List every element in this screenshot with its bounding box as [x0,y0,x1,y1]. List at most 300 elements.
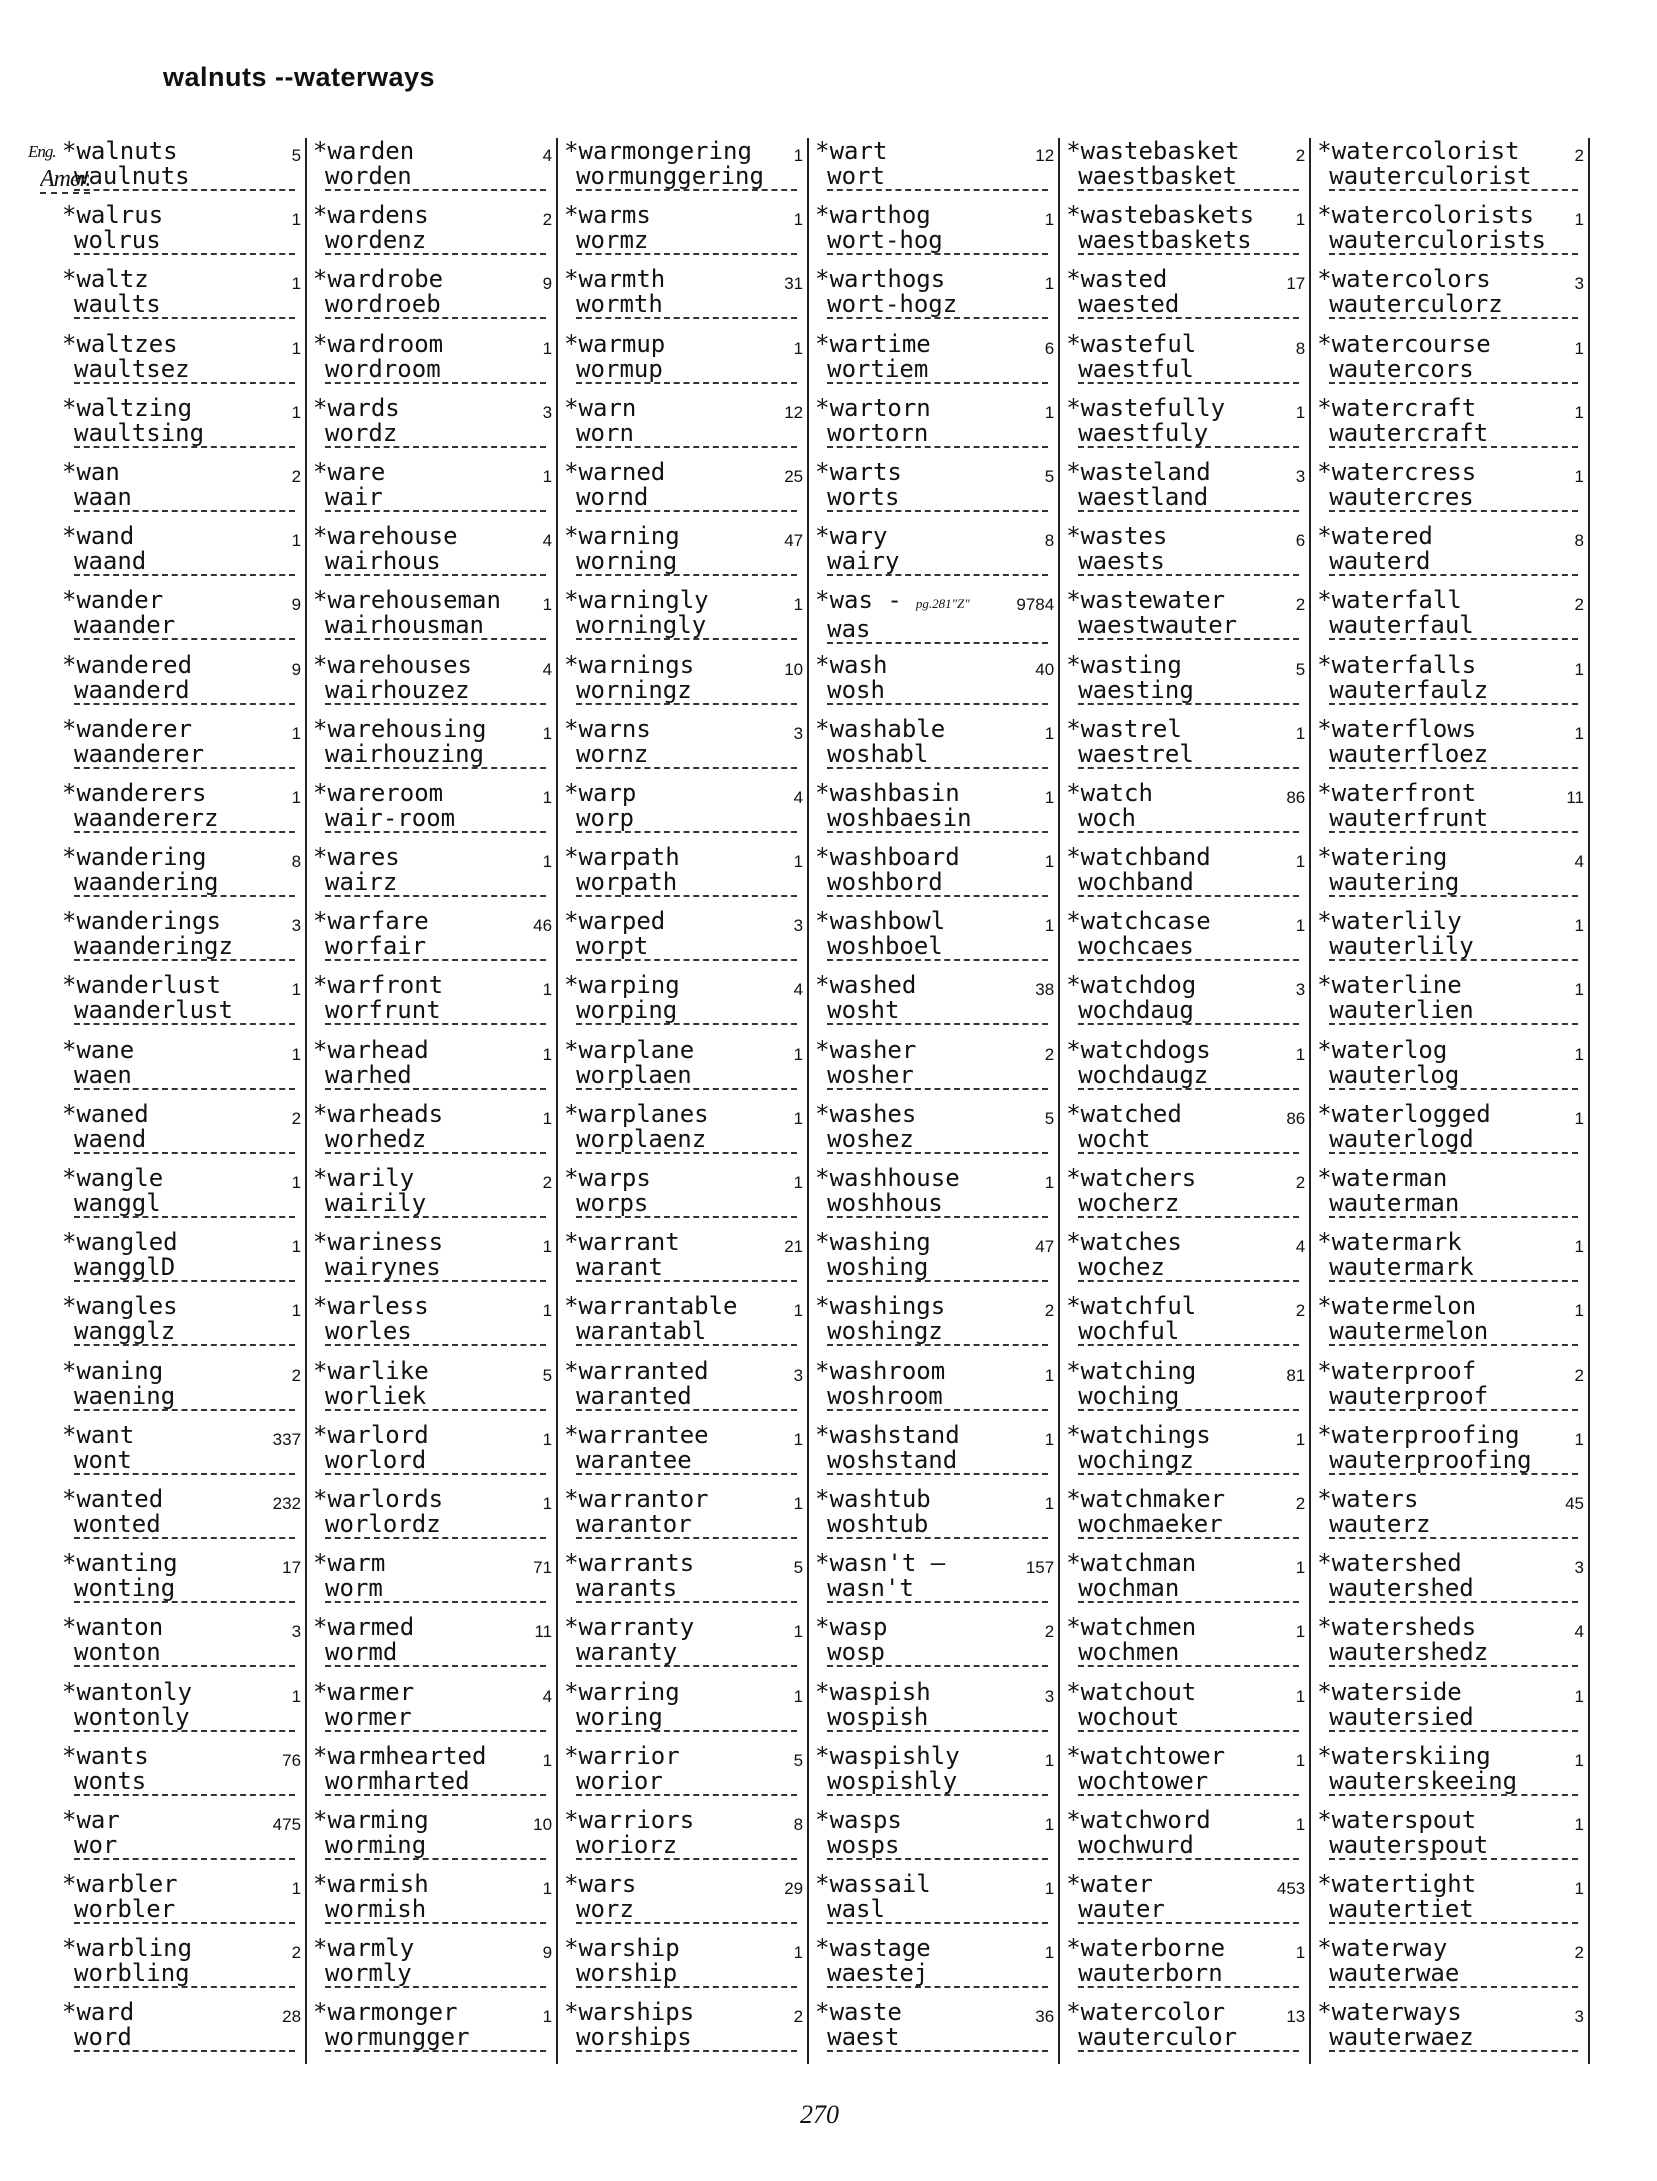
frequency-count: 29 [784,1879,804,1899]
english-word-text: washroom [829,1357,946,1384]
asterisk-mark: * [815,1999,830,2026]
word-entry [62,1293,307,1357]
asterisk-mark: * [564,651,579,678]
american-spelling: warantabl [576,1319,797,1346]
frequency-count: 1 [793,146,804,165]
asterisk-mark: * [1066,266,1081,293]
frequency-count: 5 [542,1365,553,1385]
english-word-text: waterfront [1331,779,1477,806]
asterisk-mark: * [62,1229,77,1256]
word-entry [815,1165,1060,1229]
american-spelling: wauterfloez [1329,742,1578,769]
asterisk-mark: * [1066,1485,1081,1512]
word-entry [1066,395,1311,459]
english-word-text: warfare [327,908,429,935]
english-word-text: wanting [76,1550,178,1577]
frequency-count: 3 [291,916,302,936]
frequency-count: 1 [793,210,804,230]
word-entry [62,1743,307,1807]
american-spelling: waesting [1078,678,1299,705]
english-word [313,972,548,998]
english-word-text: washing [829,1229,931,1256]
word-entry [1317,1550,1590,1614]
frequency-count: 4 [1574,1622,1584,1642]
english-word [564,1486,799,1512]
frequency-count: 1 [291,980,302,1000]
word-entry [815,459,1060,523]
english-word-text: waterproofing [1331,1421,1520,1448]
frequency-count: 1 [542,2007,553,2027]
english-word-text: warrantable [578,1293,738,1320]
frequency-count: 1 [542,1301,553,1321]
asterisk-mark: * [62,202,77,229]
english-word-text: wasting [1080,651,1182,678]
english-word [1066,1999,1301,2025]
english-word [62,780,297,806]
english-word [1066,1807,1301,1833]
american-spelling: wautercors [1329,357,1578,384]
word-entry [564,1486,809,1550]
english-word-text: walrus [76,202,164,229]
frequency-count: 1 [291,402,302,422]
word-entry [313,716,558,780]
english-word-text: warlike [327,1357,429,1384]
american-spelling: worships [576,2025,797,2052]
word-entry [1317,587,1590,651]
american-spelling: woshbord [827,870,1048,897]
english-word [1317,844,1580,870]
english-word [564,1614,799,1640]
word-entry [564,844,809,908]
asterisk-mark: * [1317,844,1332,871]
english-word-text: waterfall [1331,587,1462,614]
frequency-count: 1 [1044,787,1055,807]
asterisk-mark: * [564,1421,579,1448]
frequency-count: 4 [542,659,553,679]
frequency-count: 5 [793,1558,804,1578]
word-entry [564,1550,809,1614]
frequency-count: 4 [1295,1237,1306,1257]
word-entry [62,1550,307,1614]
american-spelling: wangglD [74,1255,295,1282]
english-word-text: warehouse [327,523,458,550]
frequency-count: 1 [1295,1429,1306,1449]
word-entry [1317,1165,1590,1229]
english-word-text: wardens [327,202,429,229]
asterisk-mark: * [1317,715,1332,742]
american-spelling: worps [576,1191,797,1218]
english-word [564,395,799,421]
word-entry [1066,138,1311,202]
asterisk-mark: * [815,458,830,485]
word-entry [313,1871,558,1935]
english-word-text: warps [578,1165,651,1191]
american-spelling: waestful [1078,357,1299,384]
english-word [564,1229,799,1255]
american-spelling: wochingz [1078,1448,1299,1475]
asterisk-mark: * [1066,715,1081,742]
frequency-count: 3 [1574,1558,1584,1578]
english-word [62,652,297,678]
american-spelling: worden [325,164,546,191]
american-spelling: wochmaeker [1078,1512,1299,1539]
asterisk-mark: * [815,844,830,871]
asterisk-mark: * [564,138,579,164]
asterisk-mark: * [62,1871,77,1898]
frequency-count: 3 [793,723,804,743]
asterisk-mark: * [1066,1742,1081,1769]
english-word-text: waterman [1331,1165,1448,1191]
frequency-count: 1 [291,1237,302,1257]
frequency-count: 9784 [1016,595,1055,615]
word-entry [1317,1229,1590,1293]
american-spelling: warants [576,1576,797,1603]
american-spelling: waranted [576,1384,797,1411]
frequency-count: 5 [1044,1108,1055,1128]
american-spelling: woriorz [576,1833,797,1860]
asterisk-mark: * [564,458,579,485]
english-word [564,1999,799,2025]
asterisk-mark: * [1066,1999,1081,2026]
frequency-count: 9 [542,1943,553,1963]
word-entry [62,1101,307,1165]
english-word [815,1486,1050,1512]
word-entry [313,1165,558,1229]
word-entry [1066,1935,1311,1999]
asterisk-mark: * [564,1485,579,1512]
english-word [313,1550,548,1576]
asterisk-mark: * [313,1293,328,1320]
asterisk-mark: * [313,1165,328,1191]
english-word [62,1679,297,1705]
english-word-text: warring [578,1678,680,1705]
word-entry [313,1614,558,1678]
american-spelling: wordz [325,421,546,448]
english-word-text: want [76,1421,135,1448]
english-word [62,1358,297,1384]
asterisk-mark: * [1066,1229,1081,1256]
american-spelling: wormer [325,1705,546,1732]
english-word-text: watches [1080,1229,1182,1256]
word-entry [62,202,307,266]
english-word [1317,1229,1580,1255]
asterisk-mark: * [815,972,830,999]
english-word [1066,908,1301,934]
word-entry [815,138,1060,202]
english-word-text: warmed [327,1614,415,1641]
american-spelling: wauterfrunt [1329,806,1578,833]
word-entry [564,1037,809,1101]
frequency-count: 4 [793,787,804,807]
asterisk-mark: * [1066,1421,1081,1448]
american-spelling: wasl [827,1897,1048,1924]
asterisk-mark: * [815,587,830,615]
word-entry [62,1999,307,2063]
english-word [62,1422,297,1448]
english-word-text: wasn't — [829,1550,946,1577]
english-word-text: wards [327,394,400,421]
frequency-count: 1 [1574,1108,1584,1128]
american-spelling: waestland [1078,485,1299,512]
english-word [62,1743,297,1769]
word-entry [564,1229,809,1293]
frequency-count: 1 [1574,1879,1584,1899]
asterisk-mark: * [815,908,830,935]
word-entry [62,1935,307,1999]
asterisk-mark: * [815,1871,830,1898]
english-word [1066,1679,1301,1705]
american-spelling: wosps [827,1833,1048,1860]
frequency-count: 2 [1295,1301,1306,1321]
asterisk-mark: * [1317,779,1332,806]
word-entry [1317,202,1590,266]
asterisk-mark: * [62,266,77,293]
english-word [313,716,548,742]
english-word [815,138,1050,164]
english-word [1066,395,1301,421]
frequency-count: 1 [1574,916,1584,936]
frequency-count: 1 [1295,1943,1306,1963]
english-word-text: wantonly [76,1678,193,1705]
asterisk-mark: * [1317,1614,1332,1641]
american-spelling: waanderlust [74,998,295,1025]
english-word [1317,1293,1580,1319]
frequency-count: 1 [542,595,553,615]
english-word-text: ward [76,1999,135,2026]
english-word-text: war [76,1806,120,1833]
american-spelling: waend [74,1127,295,1154]
english-word [62,1229,297,1255]
word-entry [1066,1101,1311,1165]
english-word [313,1807,548,1833]
word-entry [1317,1101,1590,1165]
word-entry [564,331,809,395]
frequency-count: 1 [542,723,553,743]
word-entry [1317,1486,1590,1550]
frequency-count: 1 [1295,852,1306,872]
american-spelling: worm [325,1576,546,1603]
english-word [564,1101,799,1127]
frequency-count: 3 [291,1622,302,1642]
english-word-text: wan [76,458,120,485]
asterisk-mark: * [564,587,579,614]
english-word-text: warn [578,394,637,421]
english-word-text: warheads [327,1100,444,1127]
frequency-count: 1 [291,274,302,294]
word-entry [815,1550,1060,1614]
english-word [564,972,799,998]
asterisk-mark: * [62,1806,77,1833]
american-spelling: wauterlog [1329,1063,1578,1090]
american-spelling: wornz [576,742,797,769]
english-word-text: watercourse [1331,330,1491,357]
asterisk-mark: * [564,1614,579,1641]
word-entry [564,266,809,330]
english-word-text: waspishly [829,1742,960,1769]
english-word [62,1871,297,1897]
english-word-text: waterline [1331,972,1462,999]
asterisk-mark: * [313,1806,328,1833]
english-word [1066,523,1301,549]
frequency-count: 1 [542,980,553,1000]
word-entry [313,652,558,716]
frequency-count: 81 [1286,1365,1306,1385]
english-word [564,908,799,934]
american-spelling: word [74,2025,295,2052]
word-entry [313,138,558,202]
english-word [564,1935,799,1961]
english-word [1066,1165,1301,1191]
english-word [564,1358,799,1384]
word-entry [564,780,809,844]
english-word-text: wareroom [327,779,444,806]
english-word [1317,1101,1580,1127]
frequency-count: 1 [1574,210,1584,230]
frequency-count: 8 [1295,338,1306,358]
asterisk-mark: * [62,1742,77,1769]
english-word-text: wasteful [1080,330,1197,357]
american-spelling: wort [827,164,1048,191]
english-word [62,587,297,613]
american-spelling: waestwauter [1078,613,1299,640]
frequency-count: 337 [272,1429,302,1449]
american-spelling: worning [576,549,797,576]
word-entry [564,972,809,1036]
english-word [1317,1871,1580,1897]
english-word-text: waterborne [1080,1935,1226,1962]
asterisk-mark: * [62,1678,77,1705]
american-spelling: wocht [1078,1127,1299,1154]
page-reference-note: pg.281"Z" [915,596,970,612]
frequency-count: 1 [542,1108,553,1128]
english-word-text: wangles [76,1293,178,1320]
asterisk-mark: * [815,394,830,421]
english-word [313,1422,548,1448]
english-word [62,1486,297,1512]
english-word [815,1293,1050,1319]
american-spelling: wochdaug [1078,998,1299,1025]
english-word-text: wars [578,1871,637,1898]
english-word [62,1165,297,1191]
english-word [815,1743,1050,1769]
american-spelling: worpt [576,934,797,961]
english-word [815,1101,1050,1127]
english-word-text: warriors [578,1806,695,1833]
english-word [1317,1422,1580,1448]
frequency-count: 1 [1044,1493,1055,1513]
english-word-text: warmongering [578,138,752,164]
asterisk-mark: * [1066,908,1081,935]
american-spelling: wauterlily [1329,934,1578,961]
english-word [313,523,548,549]
frequency-count: 1 [291,1686,302,1706]
english-word [313,1101,548,1127]
frequency-count: 1 [793,1301,804,1321]
english-word-text: warbler [76,1871,178,1898]
english-word [1066,1358,1301,1384]
frequency-count: 1 [542,1879,553,1899]
frequency-count: 36 [1035,2007,1055,2027]
asterisk-mark: * [564,1935,579,1962]
word-entry [815,908,1060,972]
english-word [62,716,297,742]
word-entry [1066,1871,1311,1935]
american-spelling: wontonly [74,1705,295,1732]
english-word-text: waters [1331,1485,1419,1512]
word-entry [1066,716,1311,780]
english-word-text: wangled [76,1229,178,1256]
asterisk-mark: * [1066,138,1081,164]
frequency-count: 3 [793,1365,804,1385]
american-spelling: wonted [74,1512,295,1539]
american-spelling: wormish [325,1897,546,1924]
frequency-count: 4 [793,980,804,1000]
american-spelling: wornd [576,485,797,512]
frequency-count: 9 [542,274,553,294]
american-spelling: worship [576,1961,797,1988]
asterisk-mark: * [62,844,77,871]
american-spelling: worbling [74,1961,295,1988]
english-word-text: warning [578,523,680,550]
frequency-count: 3 [1295,466,1306,486]
english-word-text: washable [829,715,946,742]
frequency-count: 28 [282,2007,302,2027]
asterisk-mark: * [1317,1485,1332,1512]
english-word [1066,1229,1301,1255]
frequency-count: 1 [291,723,302,743]
english-word [1317,1486,1580,1512]
english-word-text: watchout [1080,1678,1197,1705]
frequency-count: 6 [1044,338,1055,358]
english-word-text: water [1080,1871,1153,1898]
legend-american-label: Amer. [40,167,91,192]
english-word-text: waterlily [1331,908,1462,935]
page-number: 270 [800,2100,839,2129]
word-entry [564,587,809,651]
asterisk-mark: * [815,1165,830,1191]
frequency-count: 46 [533,916,553,936]
english-word-text: wariness [327,1229,444,1256]
word-entry [62,844,307,908]
english-word-text: wangle [76,1165,164,1191]
english-word [815,1807,1050,1833]
american-spelling: worz [576,1897,797,1924]
english-word [62,1293,297,1319]
english-word-text: warmth [578,266,666,293]
english-word [564,1679,799,1705]
english-word-text: warplane [578,1036,695,1063]
english-word-text: warts [829,458,902,485]
word-entry [313,1101,558,1165]
frequency-count: 1 [542,1429,553,1449]
english-word [313,459,548,485]
english-word-text: washhouse [829,1165,960,1191]
word-entry [62,1037,307,1101]
english-word-text: wants [76,1742,149,1769]
american-spelling: wormz [576,228,797,255]
english-word-text: wart [829,138,888,164]
english-word [62,1101,297,1127]
word-entry [62,138,307,202]
word-entry [815,1871,1060,1935]
american-spelling: wautershedz [1329,1640,1578,1667]
word-entry [1317,1037,1590,1101]
english-word [62,459,297,485]
word-entry [313,1999,558,2063]
english-word-text: warehouses [327,651,472,678]
american-spelling: woshingz [827,1319,1048,1346]
frequency-count: 1 [1574,1814,1584,1834]
